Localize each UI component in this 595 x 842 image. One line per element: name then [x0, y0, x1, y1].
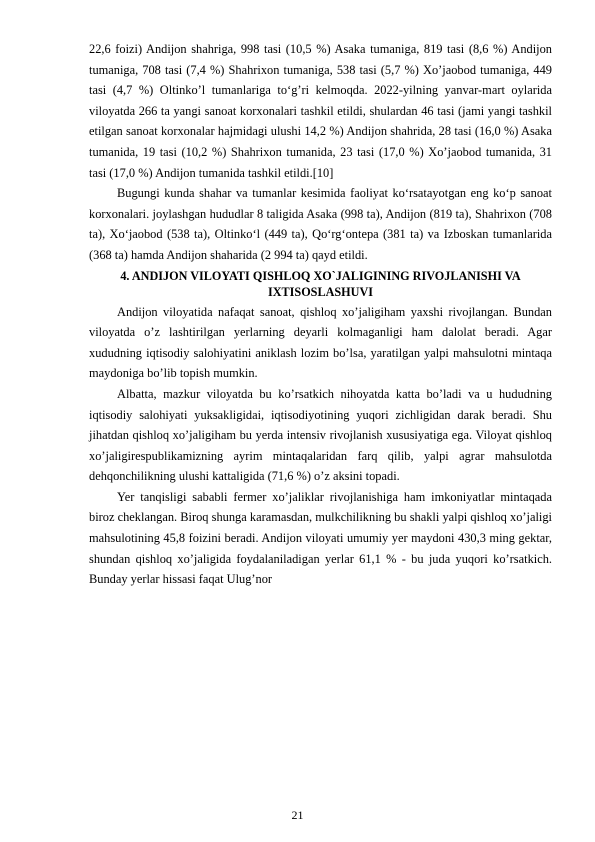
paragraph-industry-enterprises: Bugungi kunda shahar va tumanlar kesimida faoliyat ko‘rsatayotgan eng ko‘p sanoat korxonalari. joylashgan hududlar 8 taligida Asaka (998 ta), Andijon (819 ta), Shahrixon (708 ta), Xo‘jaobod (538 ta), Oltinko‘l (449 ta), Qo‘rg‘ontepa (381 ta) va Izboskan tumanlarida (368 ta) hamda Andijon shaharida (2 994 ta) qayd etildi.: [89, 186, 552, 262]
paragraph-land-shortage: Yer tanqisligi sababli fermer xo’jaliklar rivojlanishiga ham imkoniyatlar mintaqada biroz cheklangan. Biroq shunga karamasdan, mulkchilikning bu shakli yalpi qishloq xo’jaligi mahsulotining 45,8 foizini beradi. Andijon viloyati umumiy yer maydoni 430,3 ming gektar, shundan qishloq xo’jaligida foydalaniladigan yerlar 61,1 % - bu juda yuqori ko’rsatkich. Bunday yerlar hissasi faqat Ulug’nor: [89, 489, 552, 587]
paragraph-continuation: 22,6 foizi) Andijon shahriga, 998 tasi (10,5 %) Asaka tumaniga, 819 tasi (8,6 %) Andijon tumaniga, 708 tasi (7,4 %) Shahrixon tumaniga, 538 tasi (5,7 %) Xo’jaobod tumaniga, 449 tasi (4,7 %) Oltinko’l tumanlariga to‘g’ri kelmoqda. 2022-yilning yanvar-mart oylarida viloyatda 266 ta yangi sanoat korxonalari tashkil etildi, shulardan 46 tasi (jami yangi tashkil etilgan sanoat korxonalar hajmidagi ulushi 14,2 %) Andijon shahrida, 28 tasi (16,0 %) Asaka tumanida, 19 tasi (10,2 %) Shahrixon tumanida, 23 tasi (17,0 %) Xo’jaobod tumanida, 31 tasi (17,0 %) Andijon tumanida tashkil etildi.[10]: [89, 42, 552, 180]
paragraph-agriculture-intensity: Albatta, mazkur viloyatda bu ko’rsatkich nihoyatda katta bo’ladi va u hududning iqtisodiy salohiyati yuksakligidai, iqtisodiyotining yuqori zichligidan darak beradi. Shu jihatdan qishloq xo’jaligiham bu yerda intensiv rivojlanish xususiyatiga ega. Viloyat qishloq xo’jaligirespublikamizning ayrim mintaqalaridan farq qilib, yalpi agrar mahsulotda dehqonchilikning ulushi kattaligida (71,6 %) o’z aksini topadi.: [89, 386, 552, 484]
paragraph-agriculture-intro: Andijon viloyatida nafaqat sanoat, qishloq xo’jaligiham yaxshi rivojlangan. Bundan viloyatda o’z lashtirilgan yerlarning deyarli kolmaganligi ham dalolat beradi. Agar xududning iqtisodiy salohiyatini aniklash lozim bo’lsa, yaratilgan yalpi mahsulotni mintaqa maydoniga bo’lib topish mumkin.: [89, 304, 552, 381]
section-heading: 4. ANDIJON VILOYATI QISHLOQ XO`JALIGINING RIVOJLANISHI VA IXTISOSLASHUVI: [120, 268, 521, 299]
document-page: [89, 39, 552, 590]
page-number: 21: [291, 808, 304, 822]
